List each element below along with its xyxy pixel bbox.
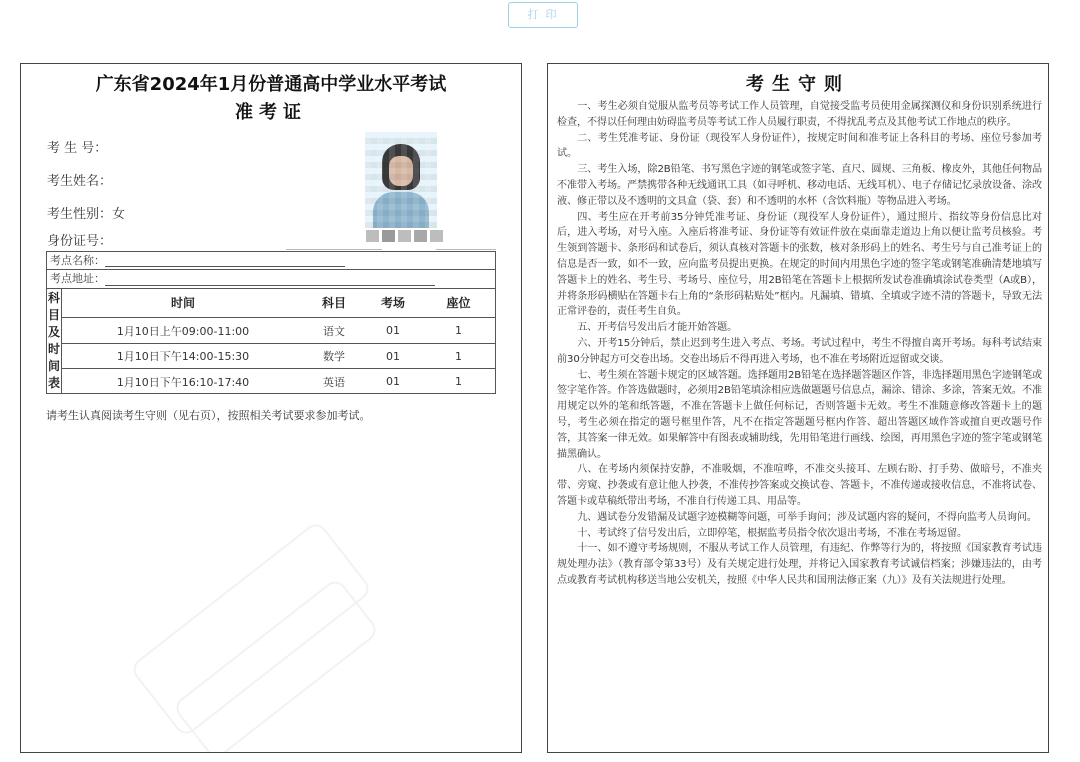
schedule-room: 01 [386, 375, 400, 388]
header-subject: 科目 [321, 296, 346, 310]
exam-rules-card [547, 63, 1049, 753]
exam-number-label: 考 生 号： [47, 141, 108, 156]
schedule-subject: 英语 [323, 375, 345, 389]
id-number-label: 身份证号： [47, 234, 113, 249]
schedule-time: 1月10日下午14:00-15:30 [116, 350, 250, 363]
rules-title: 考生守则 [746, 74, 850, 95]
divider-line [286, 249, 382, 250]
schedule-room: 01 [386, 324, 400, 337]
rule-paragraph: 九、遇试卷分发错漏及试题字迹模糊等问题，可举手询问；涉及试题内容的疑问，不得向监考人员询问。 [577, 511, 1037, 523]
rule-paragraph: 三、考生入场，除2B铅笔、书写黑色字迹的钢笔或签字笔、直尺、圆规、三角板、橡皮外，其他任何物品不准带入考场。严禁携带各种无线通讯工具（如寻呼机、移动电话、无线耳机）、电子存储记忆录放设备、涂改液、修正带以及不透明的文具盒（袋、套）和不透明的水杯（含饮料瓶）等物品进入考场。 [557, 164, 1042, 207]
divider-line [436, 249, 496, 250]
table-row [62, 344, 495, 369]
exam-site-table [46, 251, 496, 289]
exam-site-name-row [47, 252, 495, 270]
rule-paragraph: 八、在考场内须保持安静，不准吸烟，不准喧哗，不准交头接耳、左顾右盼、打手势、做暗号，不准夹带、旁窥、抄袭或有意让他人抄袭，不准传抄答案或交换试卷、答题卡，不准传递或接收信息，不准将试卷、答题卡或草稿纸带出考场，不准自行传递工具、用品等。 [557, 464, 1042, 507]
header-room: 考场 [380, 296, 405, 310]
candidate-name-field [47, 170, 112, 189]
candidate-gender-value: 女 [112, 207, 126, 222]
schedule-seat: 1 [455, 349, 462, 363]
schedule-room: 01 [386, 349, 400, 363]
rule-paragraph: 一、考生必须自觉服从监考员等考试工作人员管理，自觉接受监考员使用金属探测仪和身份识别系统进行检查，不得以任何理由妨碍监考员等考试工作人员履行职责，不得扰乱考点及其他考试工作地点的秩序。 [557, 101, 1042, 128]
schedule-subject: 数学 [323, 350, 345, 363]
header-seat: 座位 [446, 296, 471, 310]
admission-ticket-card [20, 63, 522, 753]
candidate-gender-label: 考生性别： [47, 207, 113, 222]
rule-paragraph: 十、考试终了信号发出后，立即停笔，根据监考员指令依次退出考场，不准在考场逗留。 [577, 527, 967, 539]
card-subtitle: 准考证 [235, 102, 307, 123]
id-number-redacted [366, 230, 443, 242]
candidate-photo [365, 132, 437, 228]
exam-site-name-label: 考点名称： [50, 254, 105, 267]
table-row [62, 369, 495, 394]
table-row [62, 318, 495, 344]
schedule-header-row [62, 288, 495, 318]
card-note: 请考生认真阅读考生守则（见右页），按照相关考试要求参加考试。 [46, 409, 371, 422]
card-title: 广东省2024年1月份普通高中学业水平考试 [95, 74, 447, 95]
rule-paragraph: 十一、如不遵守考场规则，不服从考试工作人员管理，有违纪、作弊等行为的，将按照《国家教育考试违规处理办法》（教育部令第33号）及有关规定进行处理，并将记入国家教育考试诚信档案；涉嫌违法的，由考点或教育考试机构移送当地公安机关，按照《中华人民共和国刑法修正案（九）》及有关法规进行处理。 [557, 543, 1042, 586]
exam-site-address-row [47, 270, 495, 288]
schedule-time: 1月10日下午16:10-17:40 [116, 375, 250, 389]
header-time: 时间 [170, 296, 195, 310]
rule-paragraph: 四、考生应在开考前35分钟凭准考证、身份证（现役军人身份证件），通过照片、指纹等身份信息比对后，进入考场，对号入座。入座后将准考证、身份证等有效证件放在桌面靠走道边上角以便让监考员核验。考生领到答题卡、条形码和试卷后，须认真核对答题卡的张数，核对条形码上的姓名、考生号与自己准考证上的信息是否一致，如不一致，应向监考员提出更换。在规定的时间内用黑色字迹的签字笔或钢笔准确清楚地填写答题卡上的姓名、考生号、考场号、座位号，用2B铅笔在答题卡上根据所发试卷准确填涂试卷类型（A或B），并将条形码横贴在答题卡右上角的“条形码粘贴处”框内。凡漏填、错填、全填或字迹不清的答题卡，导致无法正常评卷的，责任考生自负。 [557, 211, 1042, 318]
exam-schedule-table [46, 288, 496, 394]
candidate-name-label: 考生姓名： [47, 174, 113, 189]
schedule-seat: 1 [455, 324, 462, 337]
id-number-field [47, 230, 112, 249]
schedule-seat: 1 [455, 375, 462, 388]
schedule-subject: 语文 [323, 324, 345, 338]
rules-body [557, 99, 1042, 589]
candidate-gender-field [47, 203, 125, 222]
schedule-side-label: 科 目 及 时 间 表 [47, 288, 62, 393]
exam-site-address-label: 考点地址： [50, 272, 105, 285]
rule-paragraph: 七、考生须在答题卡规定的区域答题。选择题用2B铅笔在选择题答题区作答，非选择题用黑色字迹钢笔或签字笔作答。作答选做题时，必须用2B铅笔填涂相应选做题题号信息点，漏涂、错涂、多涂，答案无效。不准用规定以外的笔和纸答题，不准在答题卡上做任何标记，否则答题卡无效。考生不准随意修改答题卡上的题号，考生必须在指定的题号框里作答，凡不在指定答题题号框内作答、超出答题区域作答或擅自更改题号作答，其答案一律无效。如果解答中有图表或辅助线，先用铅笔进行画线、绘图，再用黑色字迹的签字笔或钢笔描黑确认。 [557, 369, 1042, 460]
exam-number-field [47, 137, 107, 156]
schedule-time: 1月10日上午09:00-11:00 [116, 324, 250, 338]
rule-paragraph: 二、考生凭准考证、身份证（现役军人身份证件），按规定时间和准考证上各科目的考场、座位号参加考试。 [557, 132, 1042, 160]
rule-paragraph: 六、开考15分钟后，禁止迟到考生进入考点、考场。考试过程中，考生不得擅自离开考场。每科考试结束前30分钟起方可交卷出场。交卷出场后不得再进入考场，也不准在考场附近逗留或交谈。 [557, 337, 1042, 365]
rule-paragraph: 五、开考信号发出后才能开始答题。 [577, 322, 738, 334]
print-button[interactable]: 打 印 [508, 2, 578, 28]
